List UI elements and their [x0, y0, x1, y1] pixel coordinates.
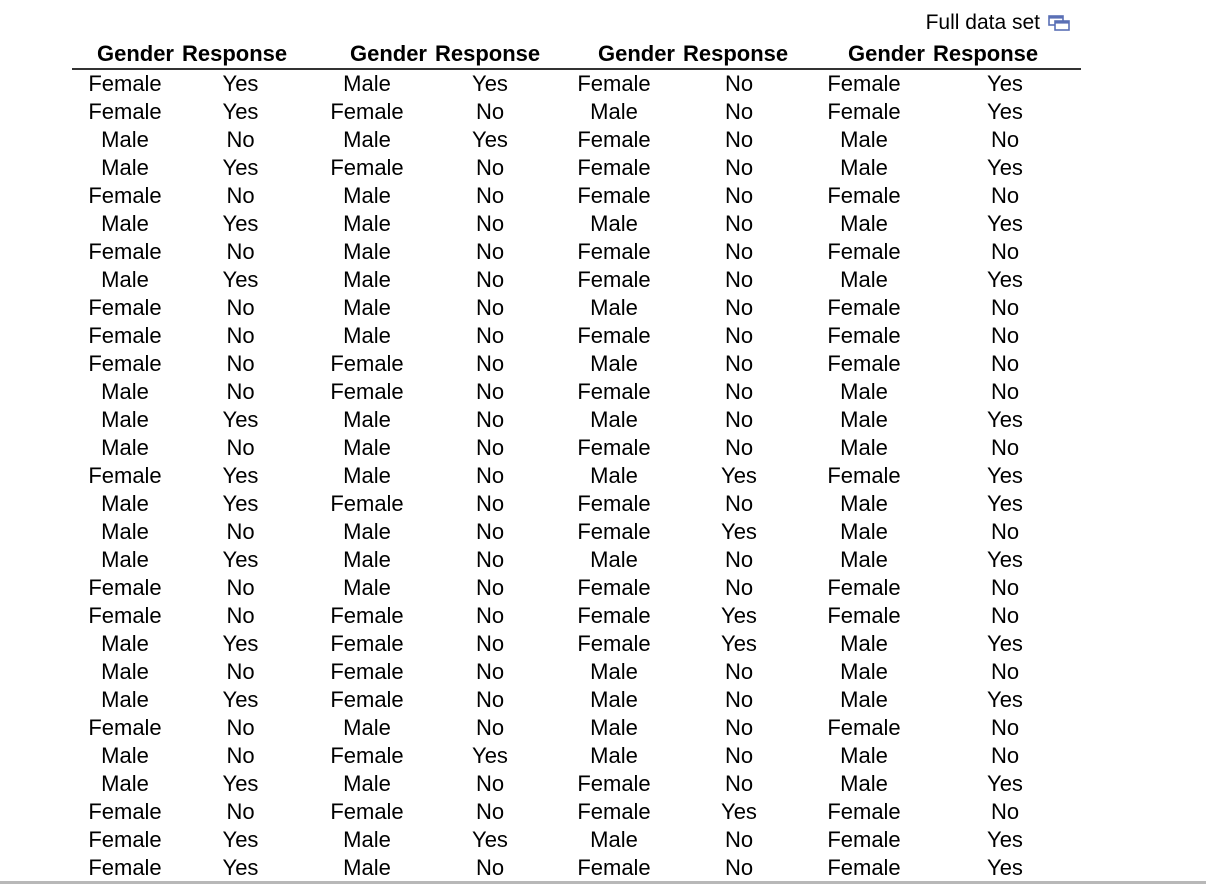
response-cell: No — [990, 743, 1020, 768]
popup-window-icon[interactable] — [1048, 15, 1070, 31]
response-cell: No — [475, 99, 505, 124]
table-row — [72, 462, 1081, 490]
gender-cell: Female — [88, 715, 162, 740]
response-cell: No — [724, 99, 754, 124]
table-row — [72, 490, 1081, 518]
response-cell: No — [724, 575, 754, 600]
response-cell: No — [226, 519, 255, 544]
response-cell: Yes — [987, 267, 1023, 292]
response-cell: Yes — [721, 519, 757, 544]
response-cell: No — [724, 295, 754, 320]
response-cell: No — [724, 659, 754, 684]
table-row — [72, 602, 1081, 630]
response-cell: Yes — [222, 827, 259, 852]
gender-cell: Female — [577, 379, 651, 404]
response-cell: No — [475, 183, 505, 208]
response-cell: No — [226, 239, 255, 264]
gender-cell: Female — [577, 183, 651, 208]
table-row — [72, 154, 1081, 182]
header-response: Response — [431, 40, 549, 69]
response-cell: Yes — [222, 547, 259, 572]
gender-cell: Female — [577, 575, 651, 600]
gender-cell: Female — [330, 603, 404, 628]
response-cell: No — [724, 71, 754, 96]
gender-cell: Male — [840, 211, 888, 236]
response-cell: No — [724, 435, 754, 460]
response-cell: No — [724, 267, 754, 292]
table-row — [72, 574, 1081, 602]
response-cell: No — [990, 379, 1020, 404]
gender-cell: Female — [88, 239, 162, 264]
gender-cell: Female — [88, 183, 162, 208]
response-cell: Yes — [987, 155, 1023, 180]
response-cell: Yes — [222, 491, 259, 516]
gender-cell: Female — [577, 435, 651, 460]
gender-cell: Male — [840, 407, 888, 432]
gender-cell: Female — [827, 323, 901, 348]
table-row — [72, 378, 1081, 406]
gender-cell: Male — [590, 463, 638, 488]
response-cell: Yes — [472, 71, 508, 96]
table-row — [72, 182, 1081, 210]
gender-cell: Female — [330, 155, 404, 180]
table-row — [72, 798, 1081, 826]
gender-cell: Female — [88, 351, 162, 376]
response-cell: No — [226, 799, 255, 824]
table-body — [72, 69, 1081, 882]
gender-cell: Male — [840, 631, 888, 656]
table-row — [72, 742, 1081, 770]
gender-cell: Male — [101, 547, 149, 572]
response-cell: No — [475, 575, 505, 600]
response-cell: No — [990, 715, 1020, 740]
gender-cell: Male — [840, 743, 888, 768]
gender-cell: Female — [330, 379, 404, 404]
table-row — [72, 714, 1081, 742]
gender-cell: Male — [343, 715, 391, 740]
response-cell: Yes — [987, 771, 1023, 796]
full-data-set-link[interactable] — [926, 11, 1070, 35]
gender-cell: Female — [577, 267, 651, 292]
response-cell: Yes — [987, 99, 1023, 124]
gender-cell: Female — [88, 323, 162, 348]
response-cell: No — [990, 799, 1020, 824]
response-cell: No — [475, 715, 505, 740]
gender-cell: Female — [577, 127, 651, 152]
gender-cell: Male — [343, 435, 391, 460]
gender-cell: Female — [330, 631, 404, 656]
table-row — [72, 658, 1081, 686]
response-cell: No — [226, 351, 255, 376]
response-cell: Yes — [472, 127, 508, 152]
response-cell: Yes — [987, 407, 1023, 432]
gender-cell: Female — [827, 603, 901, 628]
gender-cell: Male — [590, 351, 638, 376]
gender-cell: Female — [330, 659, 404, 684]
gender-cell: Female — [330, 99, 404, 124]
gender-cell: Female — [577, 855, 651, 880]
response-cell: Yes — [222, 71, 259, 96]
gender-cell: Female — [577, 519, 651, 544]
response-cell: Yes — [222, 463, 259, 488]
gender-cell: Female — [577, 71, 651, 96]
response-cell: No — [226, 183, 255, 208]
gender-cell: Female — [88, 603, 162, 628]
response-cell: Yes — [721, 603, 757, 628]
response-cell: No — [990, 659, 1020, 684]
table-row — [72, 630, 1081, 658]
gender-cell: Male — [343, 295, 391, 320]
table-row — [72, 350, 1081, 378]
response-cell: No — [990, 519, 1020, 544]
gender-cell: Female — [827, 799, 901, 824]
header-response: Response — [929, 40, 1081, 69]
gender-cell: Male — [101, 743, 149, 768]
response-cell: Yes — [987, 71, 1023, 96]
gender-cell: Female — [577, 323, 651, 348]
table-row — [72, 69, 1081, 98]
table-row — [72, 322, 1081, 350]
response-cell: No — [724, 155, 754, 180]
response-cell: No — [990, 351, 1020, 376]
response-cell: No — [724, 855, 754, 880]
table-row — [72, 826, 1081, 854]
gender-cell: Female — [88, 99, 162, 124]
gender-cell: Male — [101, 659, 149, 684]
response-cell: No — [226, 295, 255, 320]
gender-cell: Male — [343, 239, 391, 264]
response-cell: No — [226, 323, 255, 348]
gender-cell: Male — [840, 267, 888, 292]
response-cell: Yes — [987, 211, 1023, 236]
response-cell: No — [475, 519, 505, 544]
response-cell: Yes — [987, 547, 1023, 572]
response-cell: No — [475, 267, 505, 292]
response-cell: Yes — [222, 267, 259, 292]
gender-cell: Male — [101, 631, 149, 656]
header-gender: Gender — [549, 40, 679, 69]
gender-cell: Female — [827, 295, 901, 320]
gender-cell: Female — [827, 575, 901, 600]
response-cell: Yes — [222, 687, 259, 712]
response-cell: Yes — [222, 211, 259, 236]
gender-cell: Female — [577, 603, 651, 628]
response-cell: No — [724, 183, 754, 208]
gender-cell: Female — [88, 463, 162, 488]
table-row — [72, 98, 1081, 126]
gender-cell: Male — [343, 855, 391, 880]
gender-cell: Female — [827, 99, 901, 124]
gender-cell: Female — [827, 351, 901, 376]
response-cell: Yes — [987, 491, 1023, 516]
response-cell: No — [475, 799, 505, 824]
response-cell: Yes — [987, 631, 1023, 656]
response-cell: Yes — [987, 827, 1023, 852]
gender-cell: Male — [840, 379, 888, 404]
gender-cell: Female — [88, 799, 162, 824]
response-cell: No — [724, 407, 754, 432]
gender-cell: Male — [590, 659, 638, 684]
gender-cell: Male — [343, 71, 391, 96]
gender-cell: Male — [343, 519, 391, 544]
table-row — [72, 546, 1081, 574]
response-cell: No — [990, 295, 1020, 320]
table-row — [72, 126, 1081, 154]
response-cell: No — [475, 351, 505, 376]
response-cell: Yes — [987, 855, 1023, 880]
response-cell: No — [724, 743, 754, 768]
response-cell: No — [724, 715, 754, 740]
response-cell: Yes — [222, 855, 259, 880]
gender-cell: Female — [827, 463, 901, 488]
gender-cell: Male — [101, 435, 149, 460]
response-cell: No — [475, 659, 505, 684]
response-cell: No — [226, 575, 255, 600]
response-cell: No — [226, 379, 255, 404]
table-row — [72, 294, 1081, 322]
gender-cell: Female — [88, 855, 162, 880]
gender-cell: Male — [343, 407, 391, 432]
response-cell: No — [475, 491, 505, 516]
header-gender: Gender — [799, 40, 929, 69]
gender-cell: Male — [590, 99, 638, 124]
response-cell: No — [475, 435, 505, 460]
gender-cell: Female — [577, 155, 651, 180]
response-cell: No — [475, 239, 505, 264]
header-gender: Gender — [303, 40, 431, 69]
gender-cell: Male — [590, 827, 638, 852]
gender-cell: Female — [577, 491, 651, 516]
full-data-set-label: Full data set — [925, 11, 1040, 34]
gender-cell: Male — [343, 547, 391, 572]
table-row — [72, 686, 1081, 714]
gender-cell: Female — [577, 771, 651, 796]
response-cell: No — [226, 603, 255, 628]
response-cell: No — [724, 687, 754, 712]
response-cell: No — [475, 547, 505, 572]
table-header — [72, 40, 1081, 69]
response-cell: No — [475, 687, 505, 712]
response-cell: No — [226, 659, 255, 684]
table-row — [72, 266, 1081, 294]
response-cell: Yes — [987, 463, 1023, 488]
response-cell: No — [724, 771, 754, 796]
response-cell: No — [475, 855, 505, 880]
gender-cell: Female — [577, 799, 651, 824]
gender-cell: Female — [88, 71, 162, 96]
gender-cell: Male — [590, 687, 638, 712]
response-cell: No — [990, 183, 1020, 208]
response-cell: No — [724, 379, 754, 404]
gender-cell: Male — [343, 463, 391, 488]
gender-cell: Male — [101, 491, 149, 516]
gender-cell: Male — [840, 519, 888, 544]
gender-cell: Male — [840, 435, 888, 460]
gender-cell: Male — [343, 267, 391, 292]
header-row — [72, 40, 1081, 69]
response-cell: No — [724, 127, 754, 152]
gender-cell: Male — [101, 379, 149, 404]
gender-cell: Female — [577, 631, 651, 656]
gender-cell: Female — [88, 575, 162, 600]
response-cell: No — [475, 771, 505, 796]
gender-cell: Male — [101, 407, 149, 432]
response-cell: Yes — [721, 463, 757, 488]
response-cell: No — [475, 211, 505, 236]
gender-cell: Female — [827, 71, 901, 96]
gender-cell: Male — [343, 183, 391, 208]
response-cell: No — [724, 547, 754, 572]
gender-cell: Female — [827, 827, 901, 852]
gender-cell: Male — [840, 547, 888, 572]
response-cell: Yes — [222, 771, 259, 796]
response-cell: No — [475, 407, 505, 432]
response-cell: Yes — [222, 407, 259, 432]
gender-cell: Male — [101, 127, 149, 152]
gender-cell: Male — [343, 771, 391, 796]
gender-cell: Female — [827, 855, 901, 880]
response-cell: No — [475, 631, 505, 656]
gender-cell: Male — [590, 715, 638, 740]
response-cell: No — [475, 155, 505, 180]
gender-cell: Female — [330, 351, 404, 376]
gender-cell: Female — [88, 295, 162, 320]
gender-cell: Male — [840, 155, 888, 180]
response-cell: Yes — [222, 99, 259, 124]
gender-cell: Male — [343, 127, 391, 152]
response-cell: No — [724, 491, 754, 516]
response-cell: No — [724, 827, 754, 852]
gender-cell: Female — [330, 799, 404, 824]
gender-cell: Male — [590, 547, 638, 572]
table-row — [72, 854, 1081, 882]
table-row — [72, 210, 1081, 238]
gender-cell: Male — [590, 743, 638, 768]
response-cell: No — [226, 127, 255, 152]
gender-cell: Male — [840, 659, 888, 684]
response-cell: No — [990, 603, 1020, 628]
response-cell: No — [724, 351, 754, 376]
gender-cell: Male — [101, 519, 149, 544]
gender-cell: Male — [101, 211, 149, 236]
gender-cell: Male — [101, 771, 149, 796]
response-cell: Yes — [721, 799, 757, 824]
gender-cell: Female — [330, 743, 404, 768]
response-cell: No — [724, 211, 754, 236]
response-cell: No — [990, 575, 1020, 600]
gender-cell: Male — [343, 211, 391, 236]
gender-cell: Male — [840, 491, 888, 516]
response-cell: Yes — [721, 631, 757, 656]
response-cell: No — [475, 295, 505, 320]
gender-cell: Male — [590, 211, 638, 236]
gender-cell: Female — [330, 687, 404, 712]
table-row — [72, 434, 1081, 462]
response-cell: Yes — [222, 155, 259, 180]
response-cell: No — [475, 323, 505, 348]
gender-cell: Male — [590, 407, 638, 432]
response-cell: No — [990, 127, 1020, 152]
gender-cell: Male — [101, 687, 149, 712]
response-cell: No — [724, 323, 754, 348]
gender-cell: Male — [343, 827, 391, 852]
response-cell: No — [475, 463, 505, 488]
response-cell: No — [724, 239, 754, 264]
table-row — [72, 770, 1081, 798]
gender-cell: Female — [330, 491, 404, 516]
gender-cell: Male — [590, 295, 638, 320]
response-cell: No — [990, 435, 1020, 460]
gender-cell: Female — [88, 827, 162, 852]
gender-cell: Female — [827, 239, 901, 264]
data-table — [72, 40, 1081, 882]
response-cell: No — [226, 715, 255, 740]
response-cell: No — [226, 435, 255, 460]
response-cell: Yes — [987, 687, 1023, 712]
gender-cell: Male — [101, 155, 149, 180]
response-cell: Yes — [472, 743, 508, 768]
gender-cell: Male — [840, 771, 888, 796]
header-response: Response — [178, 40, 303, 69]
header-gender: Gender — [72, 40, 178, 69]
response-cell: No — [990, 239, 1020, 264]
table-row — [72, 406, 1081, 434]
gender-cell: Female — [827, 183, 901, 208]
response-cell: Yes — [222, 631, 259, 656]
table-row — [72, 518, 1081, 546]
gender-cell: Male — [343, 575, 391, 600]
response-cell: No — [475, 603, 505, 628]
response-cell: Yes — [472, 827, 508, 852]
gender-cell: Female — [577, 239, 651, 264]
header-response: Response — [679, 40, 799, 69]
response-cell: No — [475, 379, 505, 404]
response-cell: No — [990, 323, 1020, 348]
data-table-container — [72, 40, 1081, 882]
response-cell: No — [226, 743, 255, 768]
gender-cell: Male — [101, 267, 149, 292]
gender-cell: Male — [343, 323, 391, 348]
table-row — [72, 238, 1081, 266]
gender-cell: Female — [827, 715, 901, 740]
gender-cell: Male — [840, 687, 888, 712]
gender-cell: Male — [840, 127, 888, 152]
